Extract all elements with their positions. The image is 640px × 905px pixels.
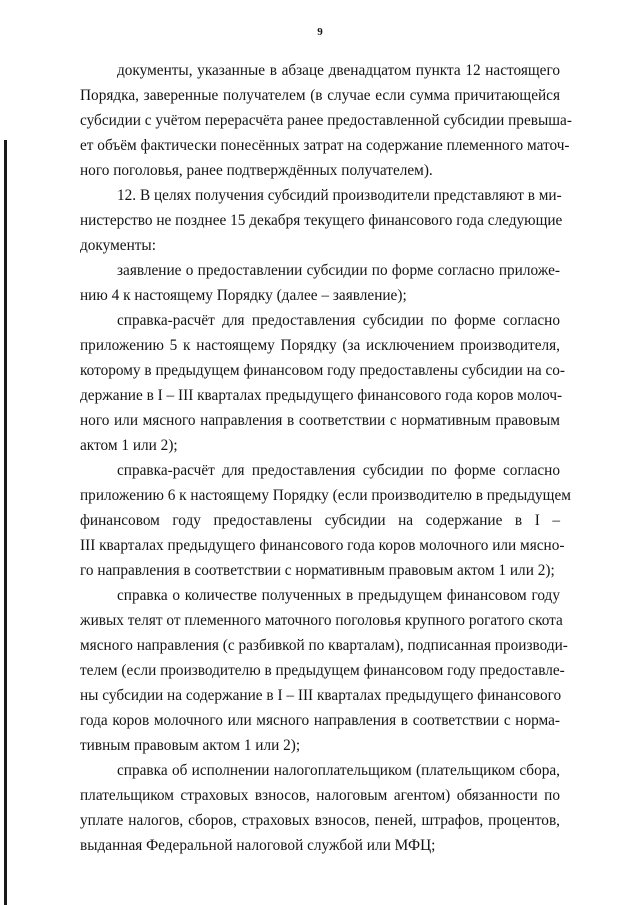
text-line: справка о количестве полученных в предыдущем финансовом году [117,587,560,604]
text-line: года коров молочного или мясного направления в соответствии с норма- [80,712,560,729]
text-line: заявление о предоставлении субсидии по форме согласно приложе- [117,262,560,279]
text-line: го направления в соответствии с нормативным правовым актом 1 или 2); [80,562,555,579]
text-line: уплате налогов, сборов, страховых взносов, пеней, штрафов, процентов, [80,812,560,829]
text-line: финансовом году предоставлены субсидии на содержание в I – [80,512,560,529]
text-line: документы: [80,237,156,254]
text-line: справка-расчёт для предоставления субсидии по форме согласно [117,462,560,479]
text-line: держание в I – III кварталах предыдущего финансового года коров молоч- [80,387,563,404]
text-line: субсидии с учётом перерасчёта ранее предоставленной субсидии превыша- [80,112,572,129]
text-line: нистерство не позднее 15 декабря текущего финансового года следующие [80,212,563,229]
text-line: плательщиком страховых взносов, налоговым агентом) обязанности по [80,787,560,804]
text-line: нию 4 к настоящему Порядку (далее – заявление); [80,287,407,304]
page-number: 9 [317,26,323,38]
text-line: Порядка, заверенные получателем (в случае если сумма причитающейся [80,87,560,104]
text-line: ны субсидии на содержание в I – III кварталах предыдущего финансового [80,687,562,704]
text-line: приложению 6 к настоящему Порядку (если производителю в предыдущем [80,487,571,504]
text-line: выданная Федеральной налоговой службой или МФЦ; [80,837,436,854]
text-line: ного или мясного направления в соответствии с нормативным правовым [80,412,560,429]
text-line: живых телят от племенного маточного поголовья крупного рогатого скота [80,612,563,629]
scan-margin-bar [4,140,7,905]
text-line: III кварталах предыдущего финансового года коров молочного или мясно- [80,537,565,554]
text-line: телем (если производителю в предыдущем финансовом году предоставле- [80,662,565,679]
text-line: мясного направления (с разбивкой по кварталам), подписанная производи- [80,637,568,654]
text-line: справка-расчёт для предоставления субсидии по форме согласно [117,312,560,329]
text-line: приложению 5 к настоящему Порядку (за исключением производителя, [80,337,560,354]
text-line: ет объём фактически понесённых затрат на содержание племенного маточ- [80,137,570,154]
text-line: документы, указанные в абзаце двенадцатом пункта 12 настоящего [117,62,560,79]
text-line: которому в предыдущем финансовом году предоставлены субсидии на со- [80,362,565,379]
text-line: ного поголовья, ранее подтверждённых получателем). [80,162,433,179]
text-line: справка об исполнении налогоплательщиком (плательщиком сбора, [117,762,560,779]
text-line: тивным правовым актом 1 или 2); [80,737,301,754]
text-line: актом 1 или 2); [80,437,178,454]
text-line: 12. В целях получения субсидий производители представляют в ми- [117,187,562,204]
